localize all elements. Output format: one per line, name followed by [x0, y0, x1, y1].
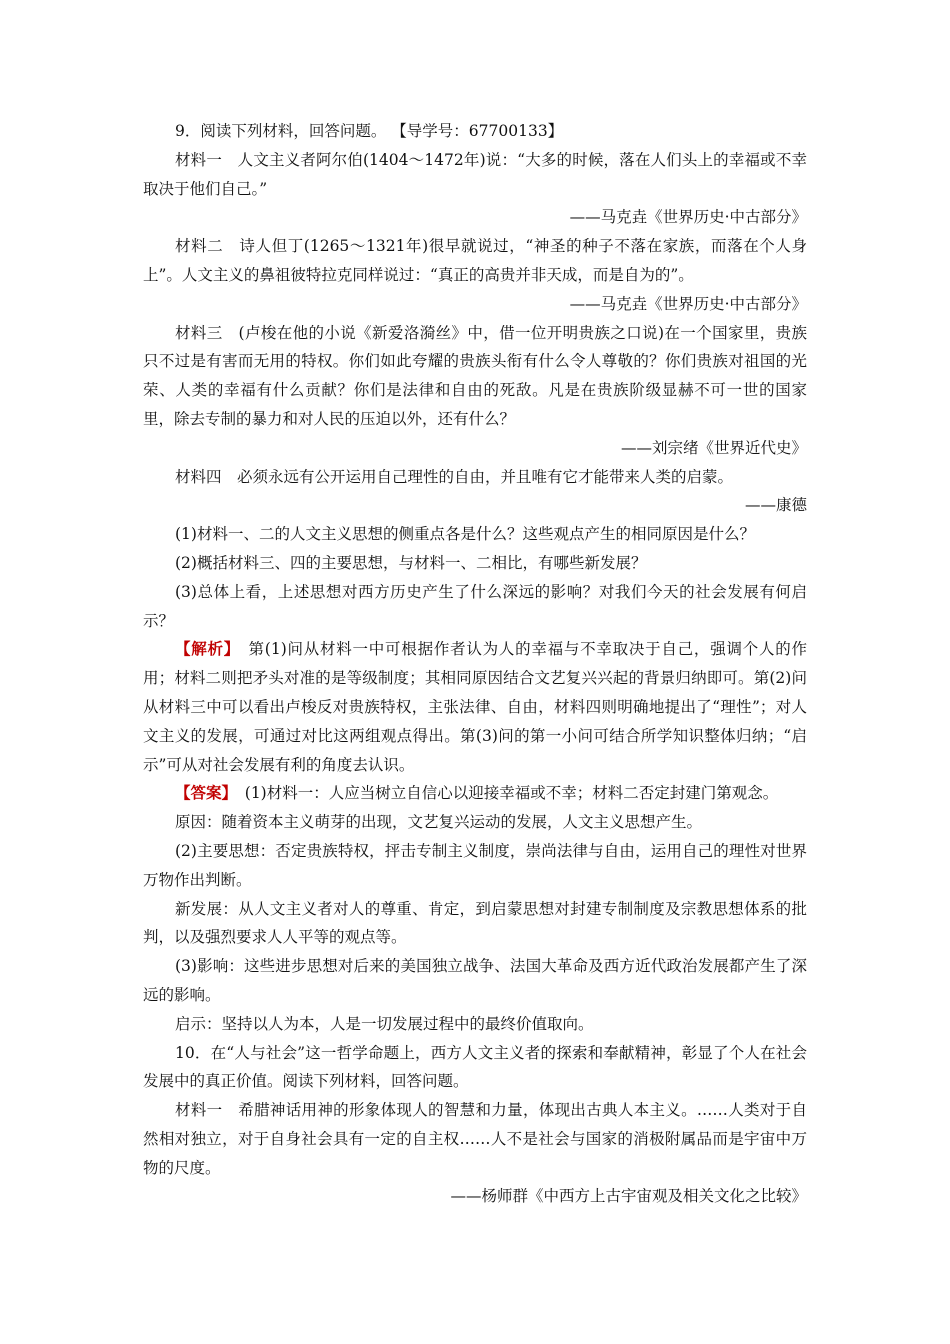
q9-sub-question-2: (2)概括材料三、四的主要思想，与材料一、二相比，有哪些新发展？ — [175, 553, 647, 572]
q9-answer-1-reason: 原因：随着资本主义萌芽的出现，文艺复兴运动的发展，人文主义思想产生。 — [175, 813, 703, 832]
q9-analysis — [143, 635, 807, 779]
q9-material-1-source: ——马克垚《世界历史·中古部分》 — [569, 208, 807, 227]
q9-answer-3-inspiration: 启示：坚持以人为本，人是一切发展过程中的最终价值取向。 — [175, 1014, 594, 1033]
q9-answer-3: (3)影响：这些进步思想对后来的美国独立战争、法国大革命及西方近代政治发展都产生了深远的影响。 — [143, 957, 807, 1004]
q9-answer-1 — [143, 779, 807, 808]
q9-material-4: 材料四 必须永远有公开运用自己理性的自由，并且唯有它才能带来人类的启蒙。 — [175, 467, 734, 486]
analysis-tag: 【解析】 — [175, 639, 233, 659]
q9-material-3: 材料三 (卢梭在他的小说《新爱洛漪丝》中，借一位开明贵族之口说)在一个国家里，贵族只不过是有害而无用的特权。你们如此夸耀的贵族头衔有什么令人尊敬的？你们贵族对祖国的光荣、人类的幸福有什么贡献？你们是法律和自由的死敌。凡是在贵族阶级显赫不可一世的国家里，除去专制的暴力和对人民的压迫以外，还有什么？ — [143, 323, 807, 428]
q9-material-3-source: ——刘宗绪《世界近代史》 — [620, 438, 807, 457]
q9-material-4-source: ——康德 — [744, 496, 807, 515]
q9-answer-2-development: 新发展：从人文主义者对人的尊重、肯定，到启蒙思想对封建专制制度及宗教思想体系的批判，以及强烈要求人人平等的观点等。 — [143, 899, 807, 947]
q9-sub-question-3: (3)总体上看，上述思想对西方历史产生了什么深远的影响？对我们今天的社会发展有何启示？ — [143, 582, 807, 630]
q9-material-2-source: ——马克垚《世界历史·中古部分》 — [569, 294, 807, 313]
q9-sub-question-1: (1)材料一、二的人文主义思想的侧重点各是什么？这些观点产生的相同原因是什么？ — [175, 525, 755, 544]
answer-tag: 【答案】 — [175, 783, 230, 803]
answer-1-text: (1)材料一：人应当树立自信心以迎接幸福或不幸；材料二否定封建门第观念。 — [229, 784, 779, 803]
document-page — [143, 117, 807, 1211]
q10-intro: 10．在“人与社会”这一哲学命题上，西方人文主义者的探索和奉献精神，彰显了个人在社会发展中的真正价值。阅读下列材料，回答问题。 — [143, 1043, 807, 1091]
q9-intro: 9．阅读下列材料，回答问题。 【导学号：67700133】 — [175, 122, 564, 140]
q9-material-2: 材料二 诗人但丁(1265～1321年)很早就说过，“神圣的种子不落在家族，而落在个人身上”。人文主义的鼻祖彼特拉克同样说过：“真正的高贵并非天成，而是自为的”。 — [143, 237, 807, 284]
q9-answer-2: (2)主要思想：否定贵族特权，抨击专制主义制度，崇尚法律与自由，运用自己的理性对世界万物作出判断。 — [143, 841, 807, 889]
q9-material-1: 材料一 人文主义者阿尔伯(1404～1472年)说：“大多的时候，落在人们头上的幸福或不幸取决于他们自己。” — [143, 150, 807, 198]
q10-material-1: 材料一 希腊神话用神的形象体现人的智慧和力量，体现出古典人本主义。……人类对于自然相对独立，对于自身社会具有一定的自主权……人不是社会与国家的消极附属品而是宇宙中万物的尺度。 — [143, 1101, 807, 1177]
q10-material-1-source: ——杨师群《中西方上古宇宙观及相关文化之比较》 — [450, 1187, 807, 1206]
analysis-text: 第(1)问从材料一中可根据作者认为人的幸福与不幸取决于自己，强调个人的作用；材料二则把矛头对准的是等级制度；其相同原因结合文艺复兴兴起的背景归纳即可。第(2)问从材料三中可以看出卢梭反对贵族特权，主张法律、自由，材料四则明确地提出了“理性”；对人文主义的发展，可通过对比这两组观点得出。第(3)问的第一小问可结合所学知识整体归纳；“启示”可从对社会发展有利的角度去认识。 — [143, 640, 807, 774]
